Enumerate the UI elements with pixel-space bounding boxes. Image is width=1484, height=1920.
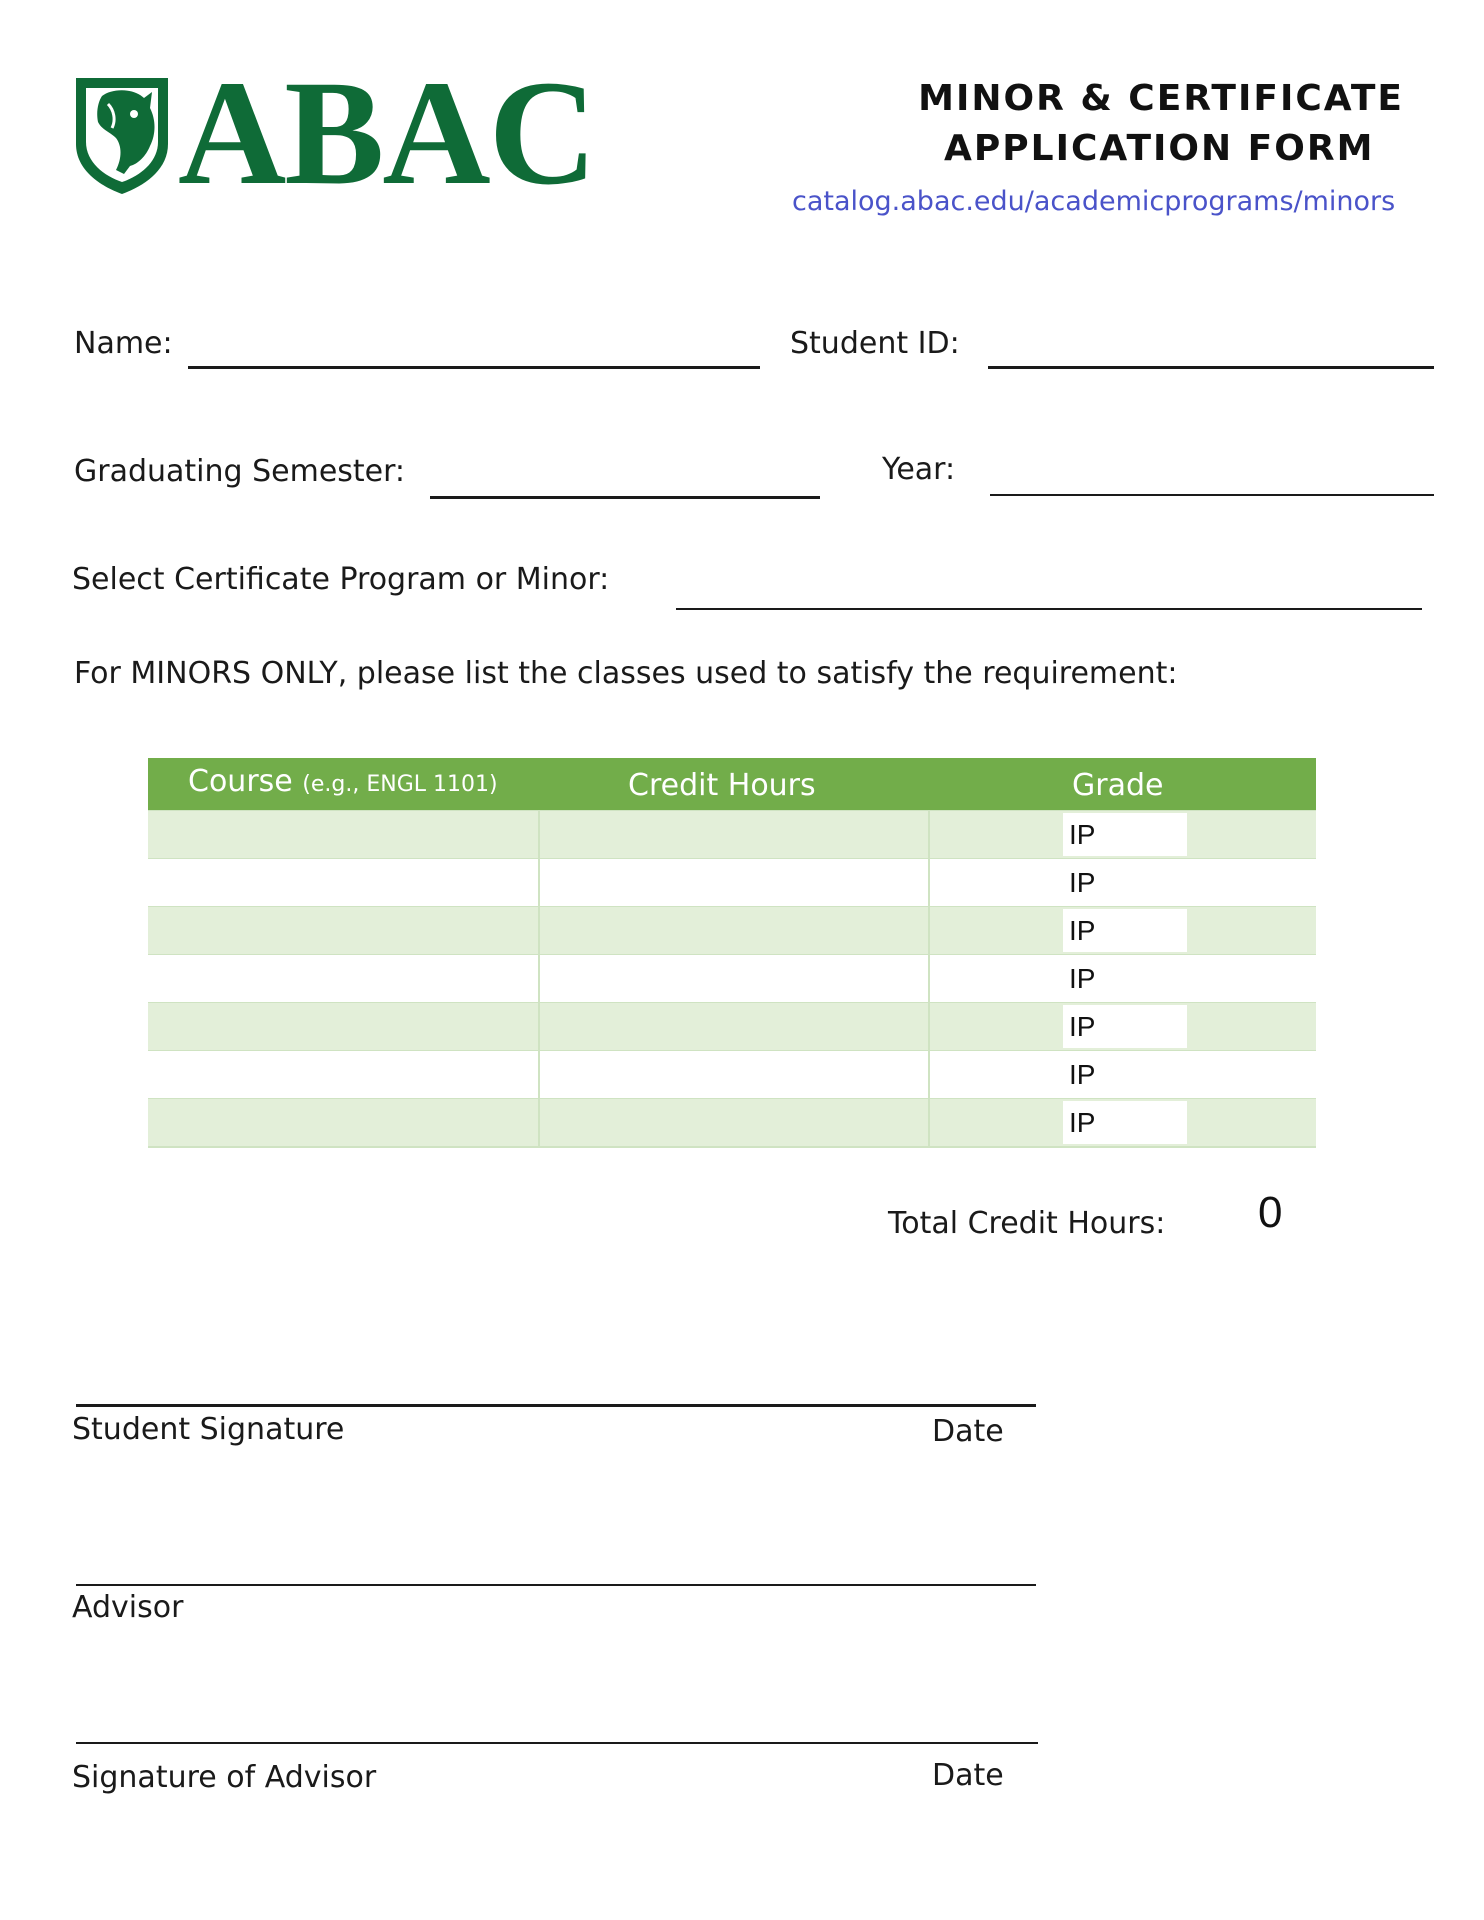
table-row (148, 858, 1316, 906)
grade-cell[interactable]: IP (1063, 813, 1187, 856)
graduating-semester-label: Graduating Semester: (74, 454, 406, 489)
abac-horse-shield-icon (72, 74, 172, 196)
column-header-course (188, 764, 498, 799)
table-header (148, 758, 1316, 810)
student-signature-label: Student Signature (72, 1412, 345, 1447)
catalog-link[interactable]: catalog.abac.edu/academicprograms/minors (792, 186, 1396, 217)
advisor-line[interactable] (76, 1584, 1036, 1586)
grade-cell[interactable]: IP (1063, 909, 1187, 952)
program-label: Select Certificate Program or Minor: (72, 562, 610, 597)
advisor-signature-line[interactable] (76, 1742, 1038, 1744)
form-title-line-1: MINOR & CERTIFICATE (918, 78, 1404, 119)
credit-hours-cell[interactable] (540, 1099, 930, 1146)
credit-hours-cell[interactable] (540, 1051, 930, 1098)
credit-hours-cell[interactable] (540, 859, 930, 906)
logo-block (72, 50, 596, 216)
table-row (148, 954, 1316, 1002)
credit-hours-cell[interactable] (540, 907, 930, 954)
year-label: Year: (882, 452, 956, 487)
table-row (148, 810, 1316, 858)
program-input[interactable] (676, 572, 1422, 610)
form-title-line-2: APPLICATION FORM (944, 128, 1375, 169)
year-input[interactable] (990, 458, 1434, 496)
table-row (148, 1002, 1316, 1050)
grade-cell[interactable]: IP (1063, 861, 1187, 904)
table-bottom-border (148, 1146, 1316, 1148)
graduating-semester-input[interactable] (430, 460, 820, 499)
course-cell[interactable] (148, 907, 540, 954)
logo-wordmark: ABAC (178, 50, 596, 216)
course-cell[interactable] (148, 1003, 540, 1050)
student-id-input[interactable] (988, 330, 1434, 369)
grade-cell[interactable]: IP (1063, 1005, 1187, 1048)
credit-hours-cell[interactable] (540, 955, 930, 1002)
credit-hours-cell[interactable] (540, 811, 930, 858)
course-cell[interactable] (148, 1051, 540, 1098)
table-row (148, 1098, 1316, 1146)
column-header-course-label: Course (188, 764, 293, 799)
column-header-course-hint: (e.g., ENGL 1101) (302, 772, 498, 797)
grade-cell[interactable]: IP (1063, 957, 1187, 1000)
student-id-label: Student ID: (790, 326, 960, 361)
credit-hours-cell[interactable] (540, 1003, 930, 1050)
student-signature-line[interactable] (76, 1404, 1036, 1407)
date-label-student: Date (932, 1414, 1004, 1449)
course-cell[interactable] (148, 811, 540, 858)
table-row (148, 1050, 1316, 1098)
name-label: Name: (74, 326, 173, 361)
course-cell[interactable] (148, 955, 540, 1002)
advisor-label: Advisor (72, 1590, 184, 1625)
table-row (148, 906, 1316, 954)
total-credit-hours-value: 0 (1258, 1188, 1283, 1237)
course-table (148, 758, 1316, 1148)
date-label-advisor: Date (932, 1758, 1004, 1793)
grade-cell[interactable]: IP (1063, 1053, 1187, 1096)
course-cell[interactable] (148, 859, 540, 906)
total-credit-hours-label: Total Credit Hours: (888, 1206, 1166, 1241)
name-input[interactable] (188, 330, 760, 369)
signature-of-advisor-label: Signature of Advisor (72, 1760, 377, 1795)
course-cell[interactable] (148, 1099, 540, 1146)
column-header-grade: Grade (1072, 768, 1164, 803)
column-header-credit-hours: Credit Hours (628, 768, 816, 803)
grade-cell[interactable]: IP (1063, 1101, 1187, 1144)
minors-instructions: For MINORS ONLY, please list the classes used to satisfy the requirement: (74, 656, 1178, 691)
